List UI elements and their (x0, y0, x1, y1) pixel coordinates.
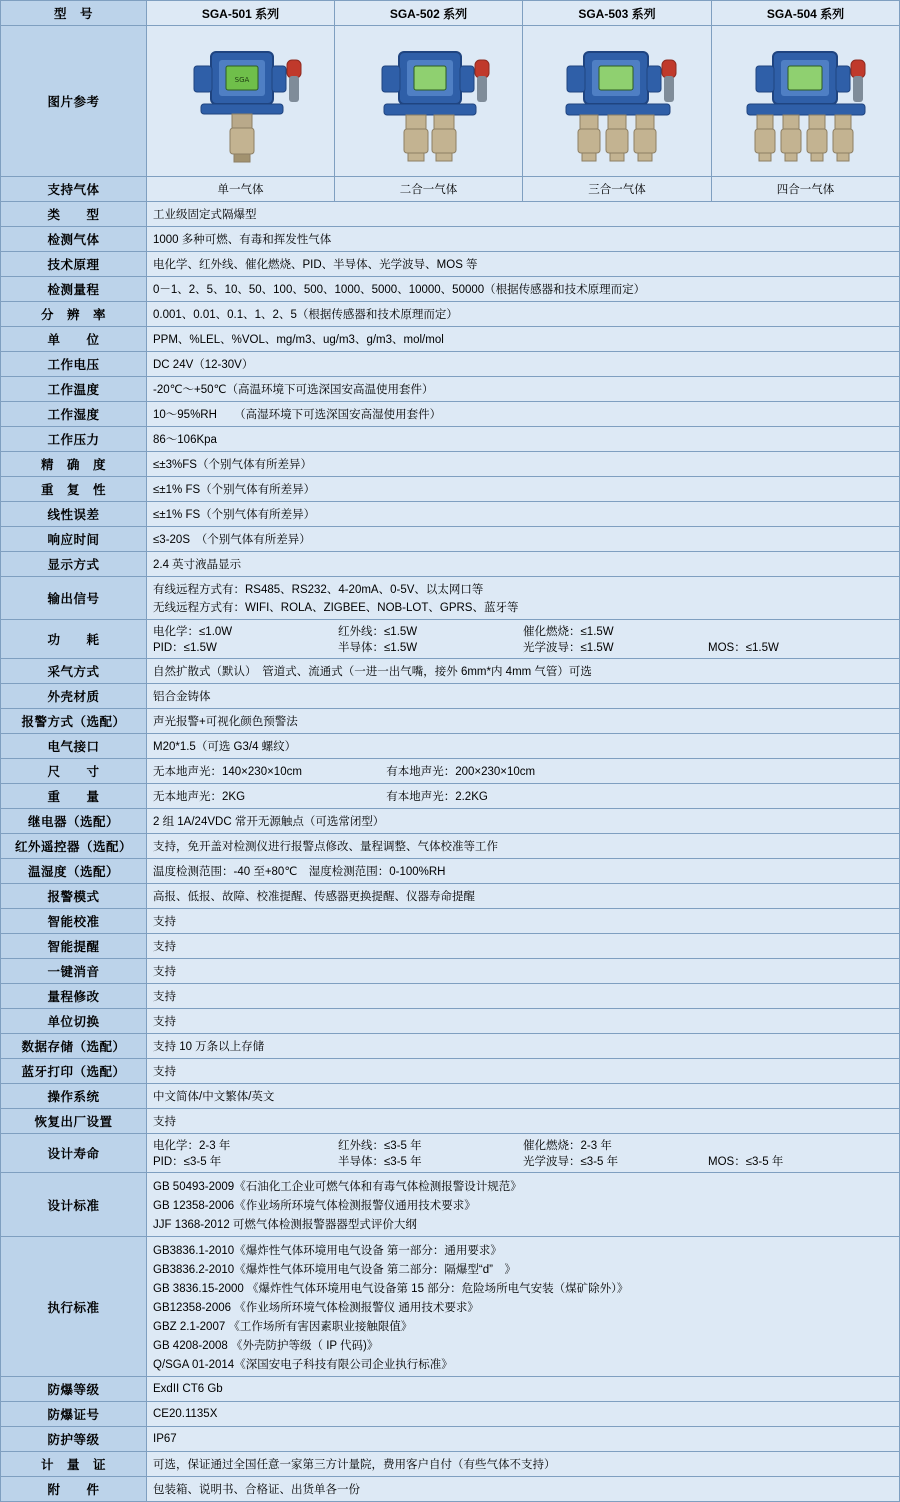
row-label-alarm-mode-option: 报警方式（选配） (1, 709, 147, 734)
row-label-temp-humidity-option: 温湿度（选配） (1, 859, 147, 884)
row-value-design-life (147, 1134, 900, 1173)
row-value-data-storage: 支持 10 万条以上存储 (147, 1034, 900, 1059)
row-value-humidity: 10～95%RH （高湿环境下可选深国安高湿使用套件） (147, 402, 900, 427)
row-label-weight: 重 量 (1, 784, 147, 809)
model-sga-502: SGA-502 系列 (335, 1, 523, 26)
row-value-shell-material: 铝合金铸体 (147, 684, 900, 709)
row-value-temperature: -20℃～+50℃（高温环境下可选深国安高温使用套件） (147, 377, 900, 402)
table-row-humidity (1, 402, 900, 427)
row-value-type: 工业级固定式隔爆型 (147, 202, 900, 227)
table-row-one-key-mute (1, 959, 900, 984)
table-row-alarm-mode-option (1, 709, 900, 734)
table-row-ip-rating (1, 1427, 900, 1452)
sga-504-device-image (712, 26, 900, 177)
design-life-row-2 (153, 1153, 893, 1169)
table-row-weight (1, 784, 900, 809)
power-optical-waveguide: 光学波导：≤1.5W (523, 642, 614, 654)
life-electrochemical: 电化学：2-3 年 (153, 1140, 231, 1152)
sga-501-device-image (147, 26, 335, 177)
row-label-range-modify: 量程修改 (1, 984, 147, 1009)
design-standard-line-3: JJF 1368-2012 可燃气体检测报警器器型式评价大纲 (153, 1218, 417, 1231)
row-value-weight (147, 784, 900, 809)
power-row-1 (153, 623, 893, 639)
table-row-shell-material (1, 684, 900, 709)
life-mos: MOS：≤3-5 年 (708, 1156, 784, 1168)
model-sga-503: SGA-503 系列 (523, 1, 712, 26)
table-row-unit-switch (1, 1009, 900, 1034)
row-value-power (147, 620, 900, 659)
exec-standard-line-4: GB12358-2006 《作业场所环境气体检测报警仪 通用技术要求》 (153, 1301, 479, 1314)
row-value-detect-gas: 1000 多种可燃、有毒和挥发性气体 (147, 227, 900, 252)
row-label-design-life: 设计寿命 (1, 1134, 147, 1173)
svg-text:SGA: SGA (234, 76, 249, 84)
row-value-exec-standard (147, 1237, 900, 1377)
gas-detector-1-sensor-icon (156, 30, 326, 172)
row-label-relay: 继电器（选配） (1, 809, 147, 834)
power-catalytic: 催化燃烧：≤1.5W (523, 626, 614, 638)
weight-without-alarm: 无本地声光：2KG (153, 791, 246, 803)
gas-detector-2-sensor-icon (344, 30, 514, 172)
power-semiconductor: 半导体：≤1.5W (338, 642, 418, 654)
exec-standard-line-1: GB3836.1-2010《爆炸性气体环境用电气设备 第一部分：通用要求》 (153, 1244, 502, 1257)
power-electrochemical: 电化学：≤1.0W (153, 626, 233, 638)
power-mos: MOS：≤1.5W (708, 642, 779, 654)
row-label-temperature: 工作温度 (1, 377, 147, 402)
table-row-alarm-mode (1, 884, 900, 909)
life-pid: PID：≤3-5 年 (153, 1156, 222, 1168)
life-optical-waveguide: 光学波导：≤3-5 年 (523, 1156, 619, 1168)
row-label-accessories: 附 件 (1, 1477, 147, 1502)
exec-standard-line-5: GBZ 2.1-2007 《工作场所有害因素职业接触限值》 (153, 1320, 413, 1333)
table-row-images (1, 26, 900, 177)
row-value-resolution: 0.001、0.01、0.1、1、2、5（根据传感器和技术原理而定） (147, 302, 900, 327)
row-label-humidity: 工作湿度 (1, 402, 147, 427)
table-row-display (1, 552, 900, 577)
gas-support-501: 单一气体 (147, 177, 335, 202)
row-value-ex-rating: ExdII CT6 Gb (147, 1377, 900, 1402)
gas-support-504: 四合一气体 (712, 177, 900, 202)
output-wired: 有线远程方式有：RS485、RS232、4-20mA、0-5V、以太网口等 (153, 584, 484, 596)
row-label-one-key-mute: 一键消音 (1, 959, 147, 984)
design-life-row-1 (153, 1137, 893, 1153)
output-wireless: 无线远程方式有：WIFI、ROLA、ZIGBEE、NOB-LOT、GPRS、蓝牙等 (153, 602, 519, 614)
row-value-voltage: DC 24V（12-30V） (147, 352, 900, 377)
table-row-exec-standard (1, 1237, 900, 1377)
row-value-sampling: 自然扩散式（默认） 管道式、流通式（一进一出气嘴，接外 6mm*内 4mm 气管）可选 (147, 659, 900, 684)
row-value-ip-rating: IP67 (147, 1427, 900, 1452)
row-value-ex-certificate: CE20.1135X (147, 1402, 900, 1427)
row-label-factory-reset: 恢复出厂设置 (1, 1109, 147, 1134)
table-row-voltage (1, 352, 900, 377)
row-value-range: 0－1、2、5、10、50、100、500、1000、5000、10000、50000（根据传感器和技术原理而定） (147, 277, 900, 302)
power-row-2 (153, 639, 893, 655)
table-row-unit (1, 327, 900, 352)
table-row-response-time (1, 527, 900, 552)
row-value-unit-switch: 支持 (147, 1009, 900, 1034)
row-label-output-signal: 输出信号 (1, 577, 147, 620)
row-value-alarm-mode: 高报、低报、故障、校准提醒、传感器更换提醒、仪器寿命提醒 (147, 884, 900, 909)
life-semiconductor: 半导体：≤3-5 年 (338, 1156, 422, 1168)
row-value-factory-reset: 支持 (147, 1109, 900, 1134)
row-label-metrology-cert: 计 量 证 (1, 1452, 147, 1477)
table-row-type (1, 202, 900, 227)
row-label-pressure: 工作压力 (1, 427, 147, 452)
sga-503-device-image (523, 26, 712, 177)
table-row-data-storage (1, 1034, 900, 1059)
row-label-shell-material: 外壳材质 (1, 684, 147, 709)
size-without-alarm: 无本地声光：140×230×10cm (153, 766, 302, 778)
table-row-detect-gas (1, 227, 900, 252)
size-with-alarm: 有本地声光：200×230×10cm (386, 766, 536, 778)
table-row-ir-remote (1, 834, 900, 859)
row-label-gas-support: 支持气体 (1, 177, 147, 202)
table-row-size (1, 759, 900, 784)
table-row-pressure (1, 427, 900, 452)
row-label-power: 功 耗 (1, 620, 147, 659)
table-row-ex-certificate (1, 1402, 900, 1427)
row-label-principle: 技术原理 (1, 252, 147, 277)
table-row-accuracy (1, 452, 900, 477)
table-row-resolution (1, 302, 900, 327)
life-infrared: 红外线：≤3-5 年 (338, 1140, 422, 1152)
table-row-design-standard (1, 1173, 900, 1237)
row-value-accessories: 包装箱、说明书、合格证、出货单各一份 (147, 1477, 900, 1502)
table-row-factory-reset (1, 1109, 900, 1134)
row-label-display: 显示方式 (1, 552, 147, 577)
row-label-exec-standard: 执行标准 (1, 1237, 147, 1377)
row-value-display: 2.4 英寸液晶显示 (147, 552, 900, 577)
model-sga-501: SGA-501 系列 (147, 1, 335, 26)
row-value-principle: 电化学、红外线、催化燃烧、PID、半导体、光学波导、MOS 等 (147, 252, 900, 277)
row-label-unit: 单 位 (1, 327, 147, 352)
row-value-linearity: ≤±1% FS（个别气体有所差异） (147, 502, 900, 527)
table-row-temp-humidity-option (1, 859, 900, 884)
sga-502-device-image (335, 26, 523, 177)
row-label-type: 类 型 (1, 202, 147, 227)
row-value-metrology-cert: 可选，保证通过全国任意一家第三方计量院，费用客户自付（有些气体不支持） (147, 1452, 900, 1477)
exec-standard-line-7: Q/SGA 01-2014《深国安电子科技有限公司企业执行标准》 (153, 1358, 453, 1371)
row-label-os: 操作系统 (1, 1084, 147, 1109)
table-row-principle (1, 252, 900, 277)
row-value-design-standard (147, 1173, 900, 1237)
row-label-unit-switch: 单位切换 (1, 1009, 147, 1034)
row-label-response-time: 响应时间 (1, 527, 147, 552)
row-label-electrical-interface: 电气接口 (1, 734, 147, 759)
gas-detector-3-sensor-icon (532, 30, 702, 172)
row-value-smart-reminder: 支持 (147, 934, 900, 959)
row-value-repeatability: ≤±1% FS（个别气体有所差异） (147, 477, 900, 502)
row-label-resolution: 分 辨 率 (1, 302, 147, 327)
power-blank-1 (708, 623, 893, 639)
weight-with-alarm: 有本地声光：2.2KG (386, 791, 488, 803)
row-value-os: 中文简体/中文繁体/英文 (147, 1084, 900, 1109)
table-row-temperature (1, 377, 900, 402)
power-pid: PID：≤1.5W (153, 642, 217, 654)
row-value-bluetooth-print: 支持 (147, 1059, 900, 1084)
table-row-metrology-cert (1, 1452, 900, 1477)
table-row-model (1, 1, 900, 26)
row-value-temp-humidity-option: 温度检测范围：-40 至+80℃ 湿度检测范围：0-100%RH (147, 859, 900, 884)
row-value-range-modify: 支持 (147, 984, 900, 1009)
row-value-pressure: 86～106Kpa (147, 427, 900, 452)
row-label-ex-rating: 防爆等级 (1, 1377, 147, 1402)
table-row-design-life (1, 1134, 900, 1173)
row-label-ir-remote: 红外遥控器（选配） (1, 834, 147, 859)
row-label-sampling: 采气方式 (1, 659, 147, 684)
row-label-image-reference: 图片参考 (1, 26, 147, 177)
row-label-detect-gas: 检测气体 (1, 227, 147, 252)
row-value-size (147, 759, 900, 784)
row-value-alarm-mode-option: 声光报警+可视化颜色预警法 (147, 709, 900, 734)
row-label-linearity: 线性误差 (1, 502, 147, 527)
table-row-os (1, 1084, 900, 1109)
row-label-alarm-mode: 报警模式 (1, 884, 147, 909)
gas-detector-4-sensor-icon (721, 30, 891, 172)
row-label-smart-calibration: 智能校准 (1, 909, 147, 934)
row-label-ip-rating: 防护等级 (1, 1427, 147, 1452)
exec-standard-line-6: GB 4208-2008 《外壳防护等级（ IP 代码)》 (153, 1339, 379, 1352)
table-row-bluetooth-print (1, 1059, 900, 1084)
table-row-relay (1, 809, 900, 834)
power-infrared: 红外线：≤1.5W (338, 626, 418, 638)
row-value-response-time: ≤3-20S （个别气体有所差异） (147, 527, 900, 552)
table-row-range-modify (1, 984, 900, 1009)
gas-support-503: 三合一气体 (523, 177, 712, 202)
design-standard-line-2: GB 12358-2006《作业场所环境气体检测报警仪通用技术要求》 (153, 1199, 476, 1212)
row-label-ex-certificate: 防爆证号 (1, 1402, 147, 1427)
row-value-accuracy: ≤±3%FS（个别气体有所差异） (147, 452, 900, 477)
table-row-accessories (1, 1477, 900, 1502)
row-label-smart-reminder: 智能提醒 (1, 934, 147, 959)
row-label-design-standard: 设计标准 (1, 1173, 147, 1237)
row-value-output-signal (147, 577, 900, 620)
row-label-bluetooth-print: 蓝牙打印（选配） (1, 1059, 147, 1084)
table-row-smart-calibration (1, 909, 900, 934)
gas-support-502: 二合一气体 (335, 177, 523, 202)
row-value-smart-calibration: 支持 (147, 909, 900, 934)
exec-standard-line-3: GB 3836.15-2000 《爆炸性气体环境用电气设备第 15 部分：危险场所电气安装（煤矿除外）》 (153, 1282, 629, 1295)
row-label-model: 型 号 (1, 1, 147, 26)
row-label-voltage: 工作电压 (1, 352, 147, 377)
row-value-electrical-interface: M20*1.5（可选 G3/4 螺纹） (147, 734, 900, 759)
row-value-one-key-mute: 支持 (147, 959, 900, 984)
table-row-sampling (1, 659, 900, 684)
row-label-size: 尺 寸 (1, 759, 147, 784)
table-row-power (1, 620, 900, 659)
model-sga-504: SGA-504 系列 (712, 1, 900, 26)
row-value-relay: 2 组 1A/24VDC 常开无源触点（可选常闭型） (147, 809, 900, 834)
row-label-accuracy: 精 确 度 (1, 452, 147, 477)
table-row-range (1, 277, 900, 302)
life-catalytic: 催化燃烧：2-3 年 (523, 1140, 612, 1152)
row-value-ir-remote: 支持，免开盖对检测仪进行报警点修改、量程调整、气体校准等工作 (147, 834, 900, 859)
exec-standard-line-2: GB3836.2-2010《爆炸性气体环境用电气设备 第二部分：隔爆型“d” 》 (153, 1263, 516, 1276)
table-row-linearity (1, 502, 900, 527)
row-label-range: 检测量程 (1, 277, 147, 302)
table-row-output-signal (1, 577, 900, 620)
design-standard-line-1: GB 50493-2009《石油化工企业可燃气体和有毒气体检测报警设计规范》 (153, 1180, 522, 1193)
life-blank-1 (708, 1137, 893, 1153)
table-row-smart-reminder (1, 934, 900, 959)
table-row-ex-rating (1, 1377, 900, 1402)
table-row-gas-support (1, 177, 900, 202)
row-value-unit: PPM、%LEL、%VOL、mg/m3、ug/m3、g/m3、mol/mol (147, 327, 900, 352)
row-label-data-storage: 数据存储（选配） (1, 1034, 147, 1059)
table-row-electrical-interface (1, 734, 900, 759)
table-row-repeatability (1, 477, 900, 502)
row-label-repeatability: 重 复 性 (1, 477, 147, 502)
